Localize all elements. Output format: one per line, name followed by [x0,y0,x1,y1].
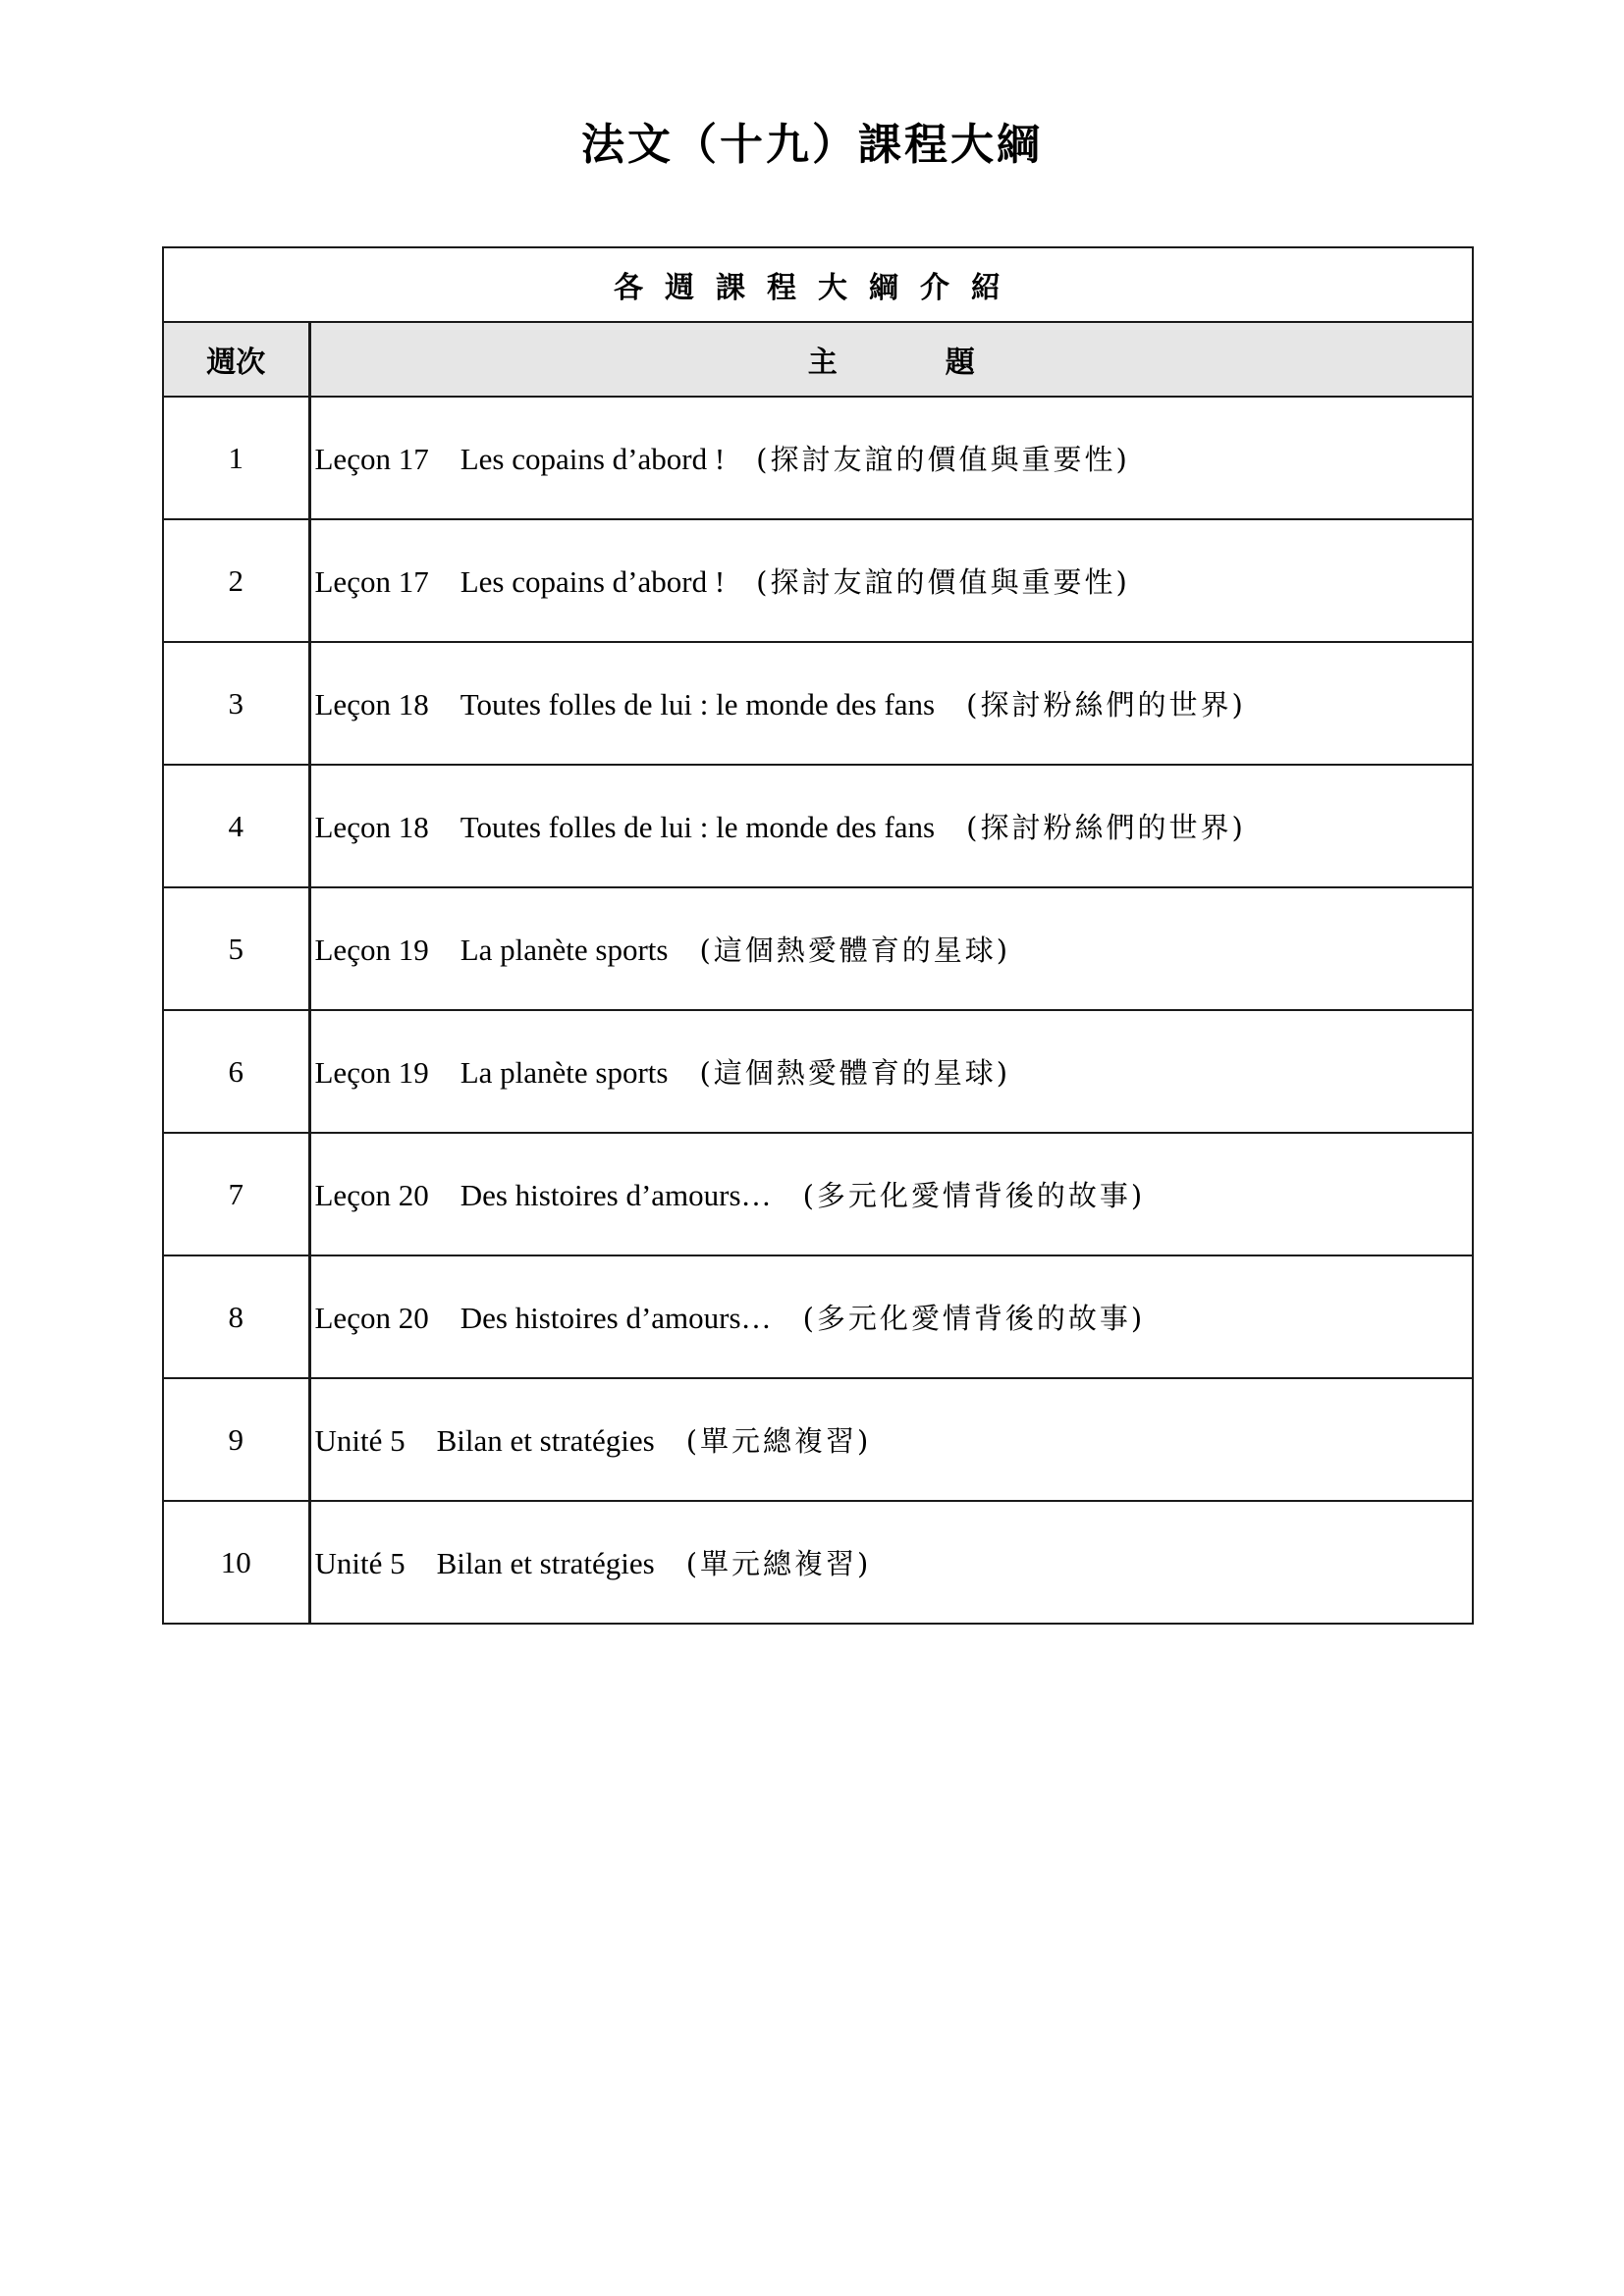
lesson-label: Leçon 18 [314,687,429,721]
table-row [163,1378,1473,1501]
table-row [163,519,1473,642]
french-title: La planète sports [460,1055,669,1090]
week-number: 10 [163,1501,309,1624]
chinese-title: (這個熱愛體育的星球) [699,1056,1011,1090]
chinese-title: (探討粉絲們的世界) [966,688,1246,721]
lesson-label: Unité 5 [314,1423,406,1458]
table-row [163,1010,1473,1133]
lesson-label: Unité 5 [314,1546,406,1580]
week-number: 3 [163,642,309,765]
lesson-label: Leçon 20 [314,1301,429,1335]
chinese-title: (探討友誼的價值與重要性) [756,443,1130,476]
chinese-title: (單元總複習) [685,1547,872,1580]
table-row [163,397,1473,519]
topic-cell [309,519,1473,642]
week-number: 1 [163,397,309,519]
week-number: 9 [163,1378,309,1501]
table-row [163,887,1473,1010]
week-number: 2 [163,519,309,642]
topic-cell [309,1255,1473,1378]
french-title: Les copains d’abord ! [460,564,726,599]
topic-cell [309,1133,1473,1255]
chinese-title: (單元總複習) [685,1424,872,1458]
topic-cell [309,642,1473,765]
french-title: Bilan et stratégies [436,1423,655,1458]
topic-cell [309,1378,1473,1501]
chinese-title: (探討粉絲們的世界) [966,811,1246,844]
lesson-label: Leçon 18 [314,810,429,844]
table-caption: 各週課程大綱介紹 [163,247,1473,322]
lesson-label: Leçon 20 [314,1178,429,1212]
syllabus-table [162,246,1474,1625]
table-header-row [163,322,1473,397]
table-row [163,1255,1473,1378]
table-row [163,1501,1473,1624]
lesson-label: Leçon 17 [314,564,429,599]
french-title: Des histoires d’amours… [460,1301,772,1335]
page-title: 法文（十九）課程大綱 [581,120,1043,170]
week-number: 7 [163,1133,309,1255]
lesson-label: Leçon 19 [314,933,429,967]
french-title: Toutes folles de lui : le monde des fans [460,687,936,721]
topic-cell [309,1501,1473,1624]
week-number: 8 [163,1255,309,1378]
french-title: Bilan et stratégies [436,1546,655,1580]
table-row [163,765,1473,887]
chinese-title: (探討友誼的價值與重要性) [756,565,1130,599]
chinese-title: (多元化愛情背後的故事) [802,1179,1146,1212]
table-row [163,642,1473,765]
lesson-label: Leçon 19 [314,1055,429,1090]
french-title: Des histoires d’amours… [460,1178,772,1212]
week-column-header: 週次 [163,322,309,397]
french-title: Toutes folles de lui : le monde des fans [460,810,936,844]
topic-cell [309,397,1473,519]
topic-cell [309,765,1473,887]
topic-cell [309,1010,1473,1133]
table-row [163,1133,1473,1255]
week-number: 4 [163,765,309,887]
topic-cell [309,887,1473,1010]
chinese-title: (這個熱愛體育的星球) [699,934,1011,967]
lesson-label: Leçon 17 [314,442,429,476]
chinese-title: (多元化愛情背後的故事) [802,1302,1146,1335]
topic-column-header: 主題 [309,322,1473,397]
french-title: La planète sports [460,933,669,967]
french-title: Les copains d’abord ! [460,442,726,476]
table-caption-row [163,247,1473,322]
week-number: 6 [163,1010,309,1133]
week-number: 5 [163,887,309,1010]
